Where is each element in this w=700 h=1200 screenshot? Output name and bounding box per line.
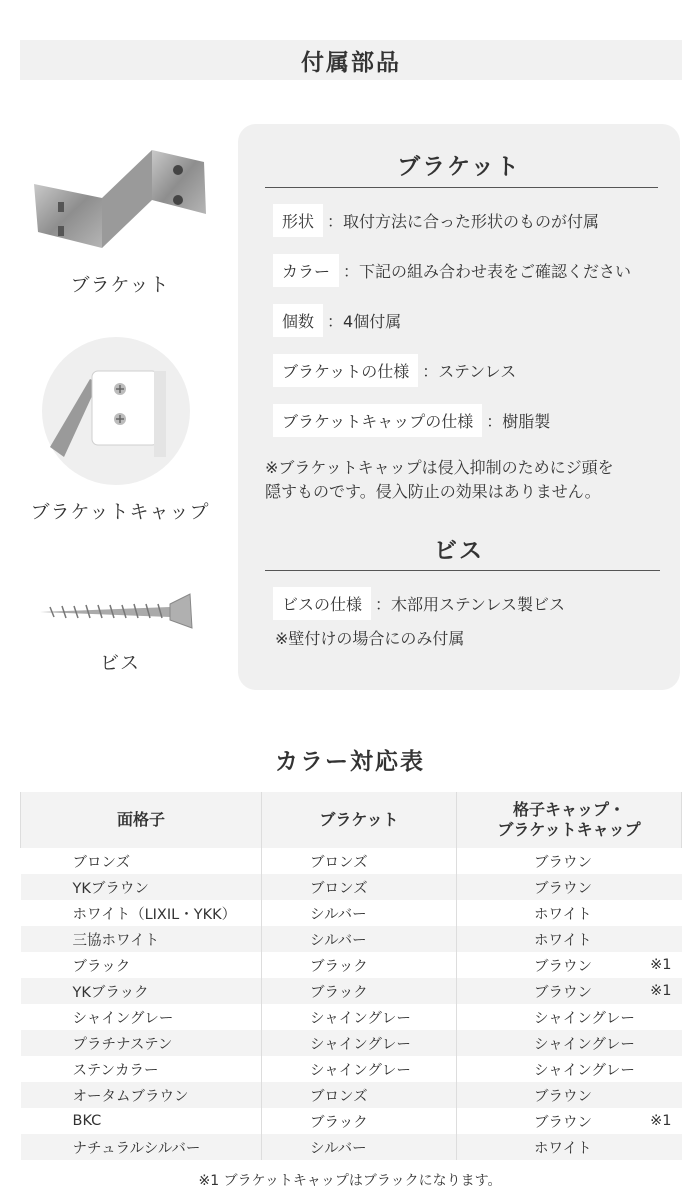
footnote-mark: ※1	[650, 957, 672, 973]
table-row	[21, 874, 682, 900]
spec-value: ：樹脂製	[486, 412, 551, 431]
cell-text: ブラック	[310, 1114, 368, 1131]
screw-image	[20, 590, 220, 630]
cell-text: 三協ホワイト	[72, 932, 160, 949]
table-cell	[262, 1056, 457, 1082]
cell-text: シルバー	[310, 906, 367, 923]
cell-text: ブラック	[310, 958, 368, 975]
table-cell	[262, 952, 457, 978]
spec-value: ：ステンレス	[422, 362, 517, 381]
table-cell	[21, 1030, 262, 1056]
cell-text: ブラウン	[534, 1088, 592, 1105]
table-cell	[21, 1004, 262, 1030]
screw-item	[20, 590, 220, 675]
screw-label: ビス	[99, 652, 140, 674]
table-cell	[262, 1004, 457, 1030]
cell-text: シャイングレー	[534, 1062, 635, 1079]
cell-text: プラチナステン	[72, 1036, 173, 1053]
header-lattice: 面格子	[21, 792, 262, 848]
bracket-note	[265, 456, 665, 504]
cell-text: ブラウン	[534, 984, 592, 1001]
table-cell	[262, 1108, 457, 1134]
color-table	[20, 792, 682, 1160]
header-cap	[457, 792, 682, 848]
footnote-mark: ※1	[650, 1113, 672, 1129]
table-row	[21, 1056, 682, 1082]
table-cell	[262, 1134, 457, 1160]
table-cell	[262, 926, 457, 952]
table-cell	[457, 848, 682, 874]
cell-text: ブラウン	[534, 1114, 592, 1131]
spec-screw	[273, 587, 565, 620]
table-cell	[457, 900, 682, 926]
table-cell	[262, 874, 457, 900]
cell-text: ブラウン	[534, 958, 592, 975]
cell-text: ブロンズ	[72, 854, 131, 871]
cell-text: ホワイト	[534, 1140, 592, 1157]
table-row	[21, 1004, 682, 1030]
table-row	[21, 848, 682, 874]
spec-value: ：4個付属	[327, 312, 402, 331]
table-footnote: ※1 ブラケットキャップはブラックになります。	[198, 1173, 502, 1189]
footnote-mark: ※1	[650, 983, 672, 999]
table-row	[21, 978, 682, 1004]
screw-heading: ビス	[434, 538, 484, 564]
cell-text: ステンカラー	[72, 1062, 159, 1079]
table-cell	[21, 978, 262, 1004]
cell-text: シャイングレー	[310, 1010, 411, 1027]
spec-tag: ビスの仕様	[273, 587, 371, 620]
table-cell	[457, 1108, 682, 1134]
cell-text: ブラック	[72, 958, 131, 975]
spec-value: ：取付方法に合った形状のものが付属	[327, 212, 600, 231]
color-table-title: カラー対応表	[275, 749, 425, 775]
cell-text: ホワイト（LIXIL・YKK）	[72, 906, 237, 923]
table-cell	[262, 848, 457, 874]
table-cell	[21, 874, 262, 900]
bracket-heading: ブラケット	[397, 154, 521, 180]
spec-color	[273, 254, 631, 287]
spec-panel	[238, 124, 680, 690]
bracket-label: ブラケット	[70, 274, 170, 296]
table-cell	[457, 978, 682, 1004]
bracket-cap-item	[20, 337, 220, 524]
table-cell	[21, 952, 262, 978]
table-row	[21, 1030, 682, 1056]
spec-tag: 個数	[273, 304, 323, 337]
table-cell	[262, 1030, 457, 1056]
spec-tag: 形状	[273, 204, 323, 237]
spec-tag: ブラケットキャップの仕様	[273, 404, 482, 437]
cell-text: ブロンズ	[310, 1088, 368, 1105]
header-cap-line2: ブラケットキャップ	[497, 820, 641, 839]
cell-text: BKC	[72, 1113, 102, 1129]
bracket-image	[20, 140, 220, 260]
cell-text: シャイングレー	[310, 1036, 411, 1053]
cell-text: シャイングレー	[72, 1010, 174, 1027]
spec-value: ：木部用ステンレス製ビス	[375, 595, 566, 614]
table-cell	[457, 1004, 682, 1030]
table-cell	[21, 926, 262, 952]
cell-text: YKブラウン	[72, 880, 149, 897]
table-cell	[262, 900, 457, 926]
table-cell	[457, 952, 682, 978]
cell-text: シャイングレー	[310, 1062, 411, 1079]
header-bracket: ブラケット	[262, 792, 457, 848]
table-cell	[457, 1030, 682, 1056]
table-cell	[21, 1082, 262, 1108]
table-cell	[21, 900, 262, 926]
table-row	[21, 926, 682, 952]
bracket-note-line1: ※ブラケットキャップは侵入抑制のためにジ頭を	[265, 458, 614, 477]
table-cell	[457, 926, 682, 952]
table-cell	[457, 1134, 682, 1160]
table-cell	[457, 874, 682, 900]
spec-count	[273, 304, 401, 337]
cell-text: ブロンズ	[310, 854, 368, 871]
table-row	[21, 1082, 682, 1108]
spec-tag: ブラケットの仕様	[273, 354, 418, 387]
cell-text: ナチュラルシルバー	[72, 1140, 201, 1157]
spec-cap-material	[273, 404, 550, 437]
spec-value: ：下記の組み合わせ表をご確認ください	[343, 262, 632, 281]
screw-divider	[265, 570, 660, 571]
table-row	[21, 900, 682, 926]
table-row	[21, 1134, 682, 1160]
cell-text: オータムブラウン	[72, 1088, 189, 1105]
table-cell	[21, 1134, 262, 1160]
cell-text: ホワイト	[534, 932, 592, 949]
table-cell	[21, 1056, 262, 1082]
cell-text: ブラック	[310, 984, 368, 1001]
table-cell	[262, 1082, 457, 1108]
page-title: 付属部品	[20, 40, 682, 80]
spec-tag: カラー	[273, 254, 339, 287]
header-cap-line1: 格子キャップ・	[512, 800, 625, 819]
bracket-item	[20, 140, 220, 297]
cell-text: ブラウン	[534, 854, 592, 871]
table-cell	[21, 1108, 262, 1134]
bracket-cap-image	[20, 337, 220, 485]
color-table-body	[21, 848, 682, 1160]
table-cell	[262, 978, 457, 1004]
cell-text: シャイングレー	[534, 1036, 635, 1053]
table-row	[21, 1108, 682, 1134]
cell-text: ブロンズ	[310, 880, 368, 897]
cell-text: ホワイト	[534, 906, 592, 923]
bracket-divider	[265, 187, 658, 188]
table-row	[21, 952, 682, 978]
bracket-cap-label: ブラケットキャップ	[30, 501, 210, 523]
cell-text: シャイングレー	[534, 1010, 635, 1027]
cell-text: シルバー	[310, 932, 367, 949]
bracket-note-line2: 隠すものです。侵入防止の効果はありません。	[265, 482, 601, 501]
cell-text: ブラウン	[534, 880, 592, 897]
screw-note: ※壁付けの場合にのみ付属	[275, 629, 465, 648]
spec-bracket-material	[273, 354, 516, 387]
table-cell	[457, 1056, 682, 1082]
spec-shape	[273, 204, 599, 237]
table-cell	[21, 848, 262, 874]
table-cell	[457, 1082, 682, 1108]
cell-text: シルバー	[310, 1140, 367, 1157]
cell-text: YKブラック	[72, 984, 149, 1001]
